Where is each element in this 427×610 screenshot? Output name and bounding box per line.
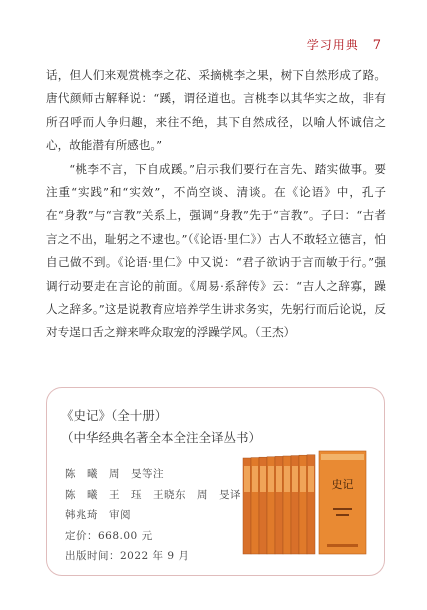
book-reviewer: 韩兆琦 审阅 (65, 509, 131, 521)
book-price: 定价：668.00 元 (65, 529, 153, 542)
paragraph-1: 话，但人们来观赏桃李之花、采摘桃李之果，树下自然形成了路。唐代颜师古解释说：“蹊，谓径道也。言桃李以其华实之故，非有所召呼而人争归趣，来往不绝，其下自然成径，以喻人怀诚信之心，故能潜有所感也。” (46, 68, 386, 153)
book-series: （中华经典名著全本全注全译丛书） (61, 430, 262, 445)
front-cover (319, 451, 366, 554)
page-number: 7 (372, 38, 381, 53)
book-title: 《史记》（全十册） (61, 408, 168, 423)
cover-title: 史记 (331, 478, 354, 491)
spine-label (276, 466, 282, 492)
section-title: 学习用典 (306, 38, 359, 52)
spine-label (292, 466, 298, 492)
book-set-image (241, 448, 368, 556)
spine-label (244, 466, 250, 492)
spine-label (284, 466, 290, 492)
spine-label (252, 466, 258, 492)
spine-label (260, 466, 266, 492)
spine-label (308, 466, 314, 492)
book-recommendation-card (46, 387, 385, 576)
book-details (65, 464, 241, 567)
book-publish-date: 出版时间：2022 年 9 月 (65, 550, 190, 562)
paragraph-2: “桃李不言，下自成蹊。”启示我们要行在言先、踏实做事。要注重“实践”和“实效”，不尚空谈、清谈。在《论语》中，孔子在“身教”与“言教”关系上，强调“身教”先于“言教”。子曰：“古者言之不出，耻躬之不逮也。”（《论语·里仁》）古人不敢轻立德言，怕自己做不到。《论语·里仁》中又说：“君子欲讷于言而敏于行。”强调行动要走在言论的前面。《周易·系辞传》云：“吉人之辞寡，躁人之辞多。”这是说教育应培养学生讲求务实，先躬行而后论说，反对专逞口舌之辩来哗众取宠的浮躁学风。（王杰） (46, 161, 386, 340)
article-body (46, 64, 386, 345)
running-header (307, 36, 381, 53)
spine-label (268, 466, 274, 492)
spine-label (300, 466, 306, 492)
book-annotators: 陈 曦 周 旻等注 (65, 468, 164, 480)
book-translators: 陈 曦 王 珏 王晓东 周 旻译 (65, 488, 241, 501)
